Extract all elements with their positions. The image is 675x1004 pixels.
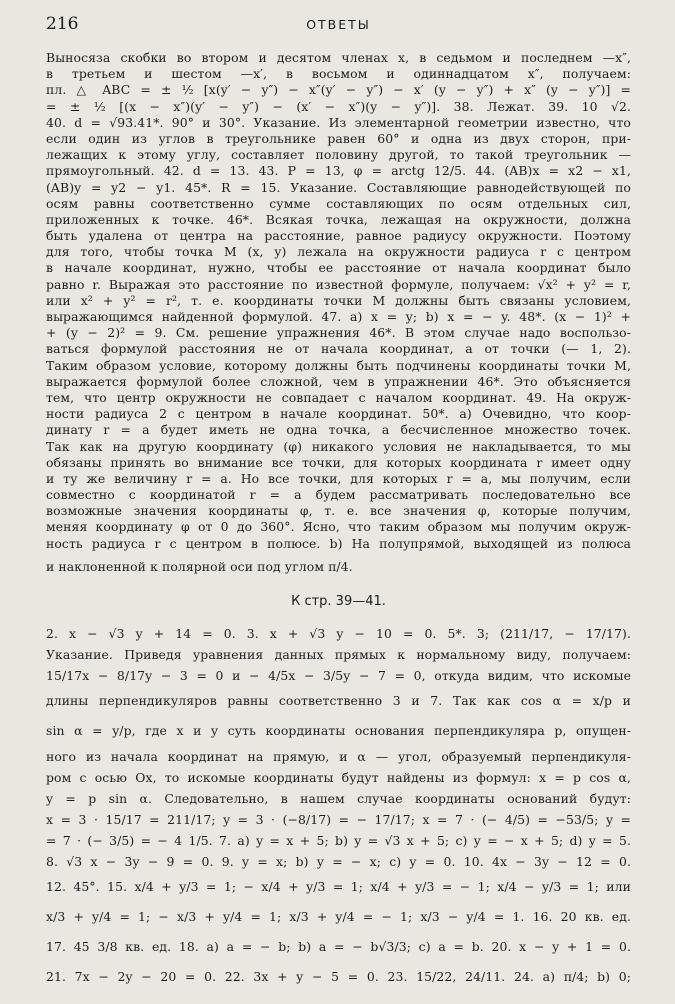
text-line: для того, чтобы точка M (x, y) лежала на окружности радиуса r с центром (46, 244, 631, 260)
text-line: 17. 45 3/8 кв. ед. 18. a) a = − b; b) a = − b√3/3; c) a = b. 20. x − y + 1 = 0. (46, 939, 631, 954)
running-title: ОТВЕТЫ (306, 17, 371, 32)
text-line: y = p sin α. Следовательно, в нашем случае координаты оснований будут: (46, 791, 631, 806)
text-line: пл. △ ABC = ± ½ [x(y′ − y″) − x″(y′ − y″) − x′ (y − y″) + x″ (y − y″)] = (46, 82, 631, 98)
text-line: ность радиуса r с центром в полюсе. b) На полупрямой, выходящей из полюса (46, 535, 631, 551)
text-line: равно r. Выражая это расстояние по известной формуле, получаем: √x² + y² = r, (46, 276, 631, 292)
text-line: 2. x − √3 y + 14 = 0. 3. x + √3 y − 10 = 0. 5*. 3; (211/17, − 17/17). (46, 626, 631, 641)
page-number: 216 (46, 14, 79, 34)
text-line: 8. √3 x − 3y − 9 = 0. 9. y = x; b) y = − x; c) y = 0. 10. 4x − 3y − 12 = 0. (46, 854, 631, 869)
text-line: ваться формулой расстояния не от начала координат, а от точки (— 1, 2). (46, 341, 631, 357)
section-title: К стр. 39—41. (291, 594, 386, 609)
text-line: в начале координат, нужно, чтобы ее расстояние от начала координат было (46, 260, 631, 276)
answers-block-2 (46, 623, 631, 992)
text-line: прямоугольный. 42. d = 13. 43. P = 13, φ = arctg 12/5. 44. (AB)x = x2 − x1, (46, 163, 631, 179)
text-line: sin α = y/p, где x и y суть координаты основания перпендикуляра p, опущен- (46, 723, 631, 738)
text-line: выражающимся найденной формулой. 47. a) x = y; b) x = − y. 48*. (x − 1)² + (46, 309, 631, 324)
text-line: (AB)y = y2 − y1. 45*. R = 15. Указание. Составляющие равнодействующей по (46, 179, 631, 195)
text-line: приложенных к точке. 46*. Всякая точка, лежащая на окружности, должна (46, 211, 631, 227)
text-line: = ± ½ [(x − x″)(y′ − y″) − (x′ − x″)(y − y″)]. 38. Лежат. 39. 10 √2. (46, 98, 631, 114)
text-line: тем, что центр окружности не совпадает с началом координат. 49. На окруж- (46, 389, 631, 405)
text-line: ром с осью Ox, то искомые координаты будут найдены из формул: x = p cos α, (46, 770, 631, 785)
text-line: в третьем и шестом —x′, в восьмом и одиннадцатом x″, получаем: (46, 66, 631, 82)
page-header (46, 14, 631, 40)
text-line: если один из углов в треугольнике равен 60° и одна из двух сторон, при- (46, 130, 631, 146)
text-line: совместно с координатой r = a будем рассматривать последовательно все (46, 487, 631, 503)
text-line: длины перпендикуляров равны соответственно 3 и 7. Так как cos α = x/p и (46, 693, 631, 708)
text-line: + (y − 2)² = 9. См. решение упражнения 46*. В этом случае надо воспользо- (46, 325, 631, 341)
text-line: и ту же величину r = a. Но все точки, для которых r = a, мы получим, если (46, 470, 631, 486)
text-line: Выносяза скобки во втором и десятом членах x, в седьмом и последнем —x″, (46, 50, 631, 65)
text-line: ности радиуса 2 с центром в начале координат. 50*. a) Очевидно, что коор- (46, 406, 631, 422)
text-line: и наклоненной к полярной оси под углом π/4. (46, 558, 353, 574)
text-line: осям равны соответственно сумме составляющих по осям отдельных сил, (46, 195, 631, 211)
text-line: динату r = a будет иметь не одна точка, а бесчисленное множество точек. (46, 422, 631, 438)
text-line: быть удалена от центра на расстояние, равное радиусу окружности. Поэтому (46, 228, 631, 244)
text-line: Указание. Приведя уравнения данных прямых к нормальному виду, получаем: (46, 647, 631, 662)
text-line: = 7 · (− 3/5) = − 4 1/5. 7. a) y = x + 5; b) y = √3 x + 5; c) y = − x + 5; d) y = 5. (46, 833, 631, 848)
answers-block-1 (46, 50, 631, 574)
text-line: 12. 45°. 15. x/4 + y/3 = 1; − x/4 + y/3 = 1; x/4 + y/3 = − 1; x/4 − y/3 = 1; или (46, 879, 631, 894)
text-line: меняя координату φ от 0 до 360°. Ясно, что таким образом мы получим окруж- (46, 519, 631, 535)
text-line: 15/17x − 8/17y − 3 = 0 и − 4/5x − 3/5y − 7 = 0, откуда видим, что искомые (46, 668, 631, 683)
text-line: Таким образом условие, которому должны быть подчинены координаты точки M, (46, 357, 631, 373)
text-line: x = 3 · 15/17 = 211/17; y = 3 · (−8/17) = − 17/17; x = 7 · (− 4/5) = −53/5; y = (46, 812, 631, 827)
text-line: лежащих к этому углу, составляет половину другой, то такой треугольник — (46, 147, 631, 163)
text-line: Так как на другую координату (φ) никакого условия не накладывается, то мы (46, 438, 631, 454)
text-line: ного из начала координат на прямую, и α — угол, образуемый перпендикуля- (46, 749, 631, 764)
text-line: 21. 7x − 2y − 20 = 0. 22. 3x + y − 5 = 0. 23. 15/22, 24/11. 24. a) π/4; b) 0; (46, 969, 631, 984)
text-line: или x² + y² = r², т. е. координаты точки M должны быть связаны условием, (46, 292, 631, 308)
text-line: обязаны принять во внимание все точки, для которых координата r имеет одну (46, 454, 631, 470)
text-line: 40. d = √93.41*. 90° и 30°. Указание. Из элементарной геометрии известно, что (46, 114, 631, 130)
text-line: возможные значения координаты φ, т. е. все значения φ, которые получим, (46, 503, 631, 519)
text-line: x/3 + y/4 = 1; − x/3 + y/4 = 1; x/3 + y/4 = − 1; x/3 − y/4 = 1. 16. 20 кв. ед. (46, 909, 631, 924)
text-line: выражается формулой более сложной, чем в упражнении 46*. Это объясняется (46, 373, 631, 389)
